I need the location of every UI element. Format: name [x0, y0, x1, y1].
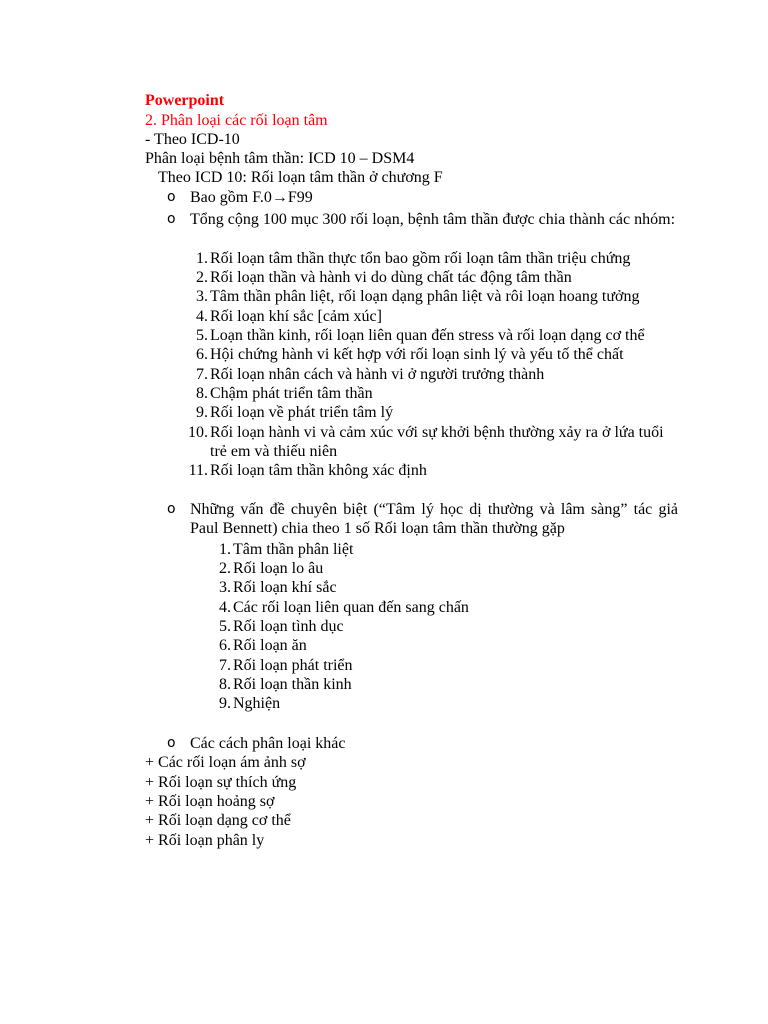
list-item: Rối loạn thần và hành vi do dùng chất tác động tâm thần [210, 269, 572, 286]
list-item: + Rối loạn hoảng sợ [145, 793, 275, 810]
theo-icd-line: - Theo ICD-10 [145, 131, 240, 148]
bullet-marker: o [167, 501, 176, 517]
list-number: 9. [196, 404, 208, 421]
list-item: Rối loạn về phát triển tâm lý [210, 404, 394, 421]
list-item: + Rối loạn sự thích ứng [145, 774, 297, 791]
list-number: 5. [196, 327, 208, 344]
bullet-bao-gom: Bao gồm F.0→F99 [190, 189, 313, 206]
list-item: Rối loạn tâm thần thực tổn bao gồm rối loạn tâm thần triệu chứng [210, 250, 631, 267]
list-number: 4. [196, 308, 208, 325]
list-number: 4. [219, 599, 231, 616]
list-item: Rối loạn ăn [233, 637, 307, 654]
list-number: 1. [196, 250, 208, 267]
phan-loai-line: Phân loại bệnh tâm thần: ICD 10 – DSM4 [145, 150, 415, 167]
bullet-marker: o [167, 211, 176, 227]
list-item: Chậm phát triển tâm thần [210, 385, 373, 402]
list-item: Rối loạn tâm thần không xác định [210, 462, 427, 479]
list-item: Rối loạn lo âu [233, 560, 324, 577]
list-number: 6. [196, 346, 208, 363]
list-item: Tâm thần phân liệt [233, 541, 354, 558]
list-number: 8. [219, 676, 231, 693]
list-item: Rối loạn hành vi và cảm xúc với sự khởi bệnh thường xảy ra ở lứa tuổi trẻ em và thiếu niên [210, 424, 664, 460]
list-number: 9. [219, 695, 231, 712]
list-item: + Các rối loạn ám ảnh sợ [145, 754, 306, 771]
list-number: 7. [196, 366, 208, 383]
section-heading: 2. Phân loại các rối loạn tâm [145, 112, 328, 129]
bullet-nhung-van-de: Những vấn đề chuyên biệt (“Tâm lý học dị thường và lâm sàng” tác giả Paul Bennett) chia theo 1 số Rối loạn tâm thần thường gặp [190, 501, 678, 537]
list-number: 2. [219, 560, 231, 577]
theo-icd10-line: Theo ICD 10: Rối loạn tâm thần ở chương F [158, 169, 443, 186]
document-title: Powerpoint [145, 92, 225, 109]
list-item: Rối loạn khí sắc [233, 579, 337, 596]
bullet-marker: o [167, 735, 176, 751]
list-item: Các rối loạn liên quan đến sang chấn [233, 599, 469, 616]
bullet-tong-cong: Tổng cộng 100 mục 300 rối loạn, bệnh tâm thần được chia thành các nhóm: [190, 211, 676, 228]
list-number: 3. [196, 288, 208, 305]
bullet-cac-cach: Các cách phân loại khác [190, 735, 346, 752]
list-number: 5. [219, 618, 231, 635]
list-item: Rối loạn thần kinh [233, 676, 352, 693]
list-number: 11. [188, 462, 208, 479]
list-item: Rối loạn khí sắc [cảm xúc] [210, 308, 382, 325]
list-item: Nghiện [233, 695, 281, 712]
list-item: Rối loạn nhân cách và hành vi ở người trưởng thành [210, 366, 545, 383]
list-item: Hội chứng hành vi kết hợp với rối loạn sinh lý và yếu tố thể chất [210, 346, 624, 363]
list-number: 8. [196, 385, 208, 402]
list-number: 2. [196, 269, 208, 286]
list-item: Loạn thần kinh, rối loạn liên quan đến stress và rối loạn dạng cơ thể [210, 327, 645, 344]
list-number: 10. [188, 424, 208, 441]
list-item: + Rối loạn phân ly [145, 832, 265, 849]
list-number: 1. [219, 541, 231, 558]
list-number: 7. [219, 657, 231, 674]
list-item: Rối loạn phát triển [233, 657, 353, 674]
list-item: + Rối loạn dạng cơ thể [145, 812, 291, 829]
list-number: 3. [219, 579, 231, 596]
list-number: 6. [219, 637, 231, 654]
list-item: Rối loạn tình dục [233, 618, 344, 635]
bullet-marker: o [167, 189, 176, 205]
list-item: Tâm thần phân liệt, rối loạn dạng phân liệt và rôi loạn hoang tưởng [210, 288, 640, 305]
